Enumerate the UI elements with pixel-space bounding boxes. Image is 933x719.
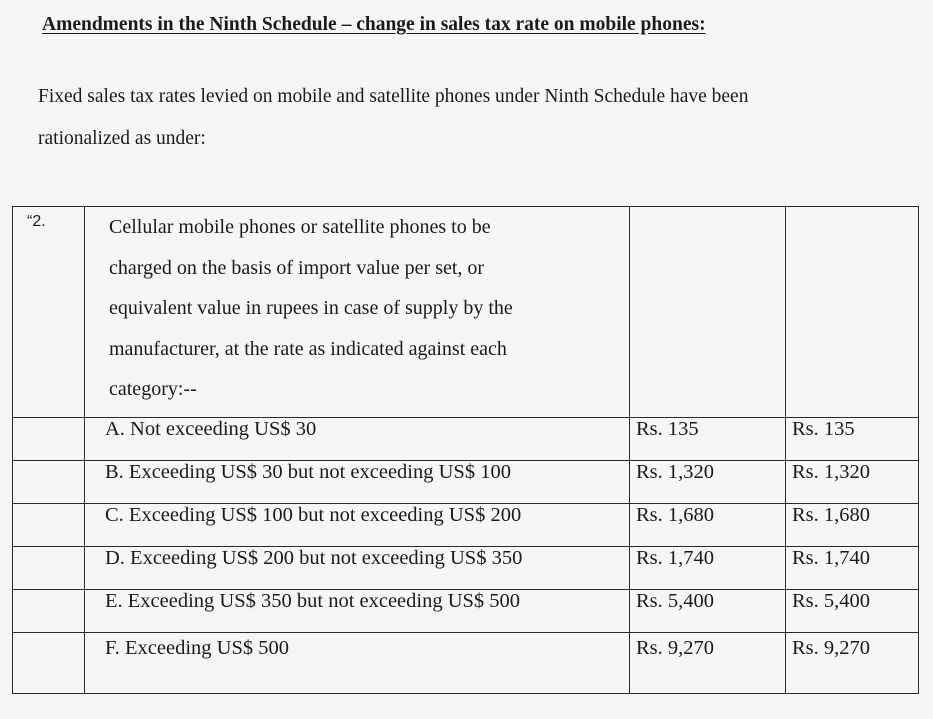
- rate-cell-1: Rs. 1,740: [630, 547, 786, 590]
- category-cell: E. Exceeding US$ 350 but not exceeding US$ 500: [85, 590, 630, 633]
- intro-line-1: Fixed sales tax rates levied on mobile and satellite phones under Ninth Schedule have been: [38, 86, 749, 107]
- empty-serial-cell: [13, 418, 85, 461]
- serial-number: “2.: [13, 207, 85, 418]
- empty-serial-cell: [13, 633, 85, 694]
- intro-line-2: rationalized as under:: [38, 128, 206, 149]
- category-cell: B. Exceeding US$ 30 but not exceeding US$ 100: [85, 461, 630, 504]
- rate-cell-1: Rs. 9,270: [630, 633, 786, 694]
- rate-cell-2: Rs. 9,270: [786, 633, 919, 694]
- empty-serial-cell: [13, 590, 85, 633]
- description-line: category:--: [109, 378, 197, 400]
- rate-cell-1: Rs. 1,320: [630, 461, 786, 504]
- table-row: [13, 547, 919, 590]
- rate-cell-2: Rs. 5,400: [786, 590, 919, 633]
- description-line: equivalent value in rupees in case of supply by the: [109, 297, 513, 319]
- category-cell: A. Not exceeding US$ 30: [85, 418, 630, 461]
- empty-serial-cell: [13, 504, 85, 547]
- intro-paragraph: [38, 76, 918, 160]
- table-row: [13, 633, 919, 694]
- description-line: manufacturer, at the rate as indicated against each: [109, 337, 507, 360]
- empty-serial-cell: [13, 547, 85, 590]
- description-line: charged on the basis of import value per set, or: [109, 256, 485, 279]
- empty-serial-cell: [13, 461, 85, 504]
- category-cell: D. Exceeding US$ 200 but not exceeding US$ 350: [85, 547, 630, 590]
- rate-header-cell-1: [630, 207, 786, 418]
- rate-cell-1: Rs. 5,400: [630, 590, 786, 633]
- table-row: [13, 504, 919, 547]
- table-row: [13, 590, 919, 633]
- item-description: [85, 207, 630, 418]
- rate-cell-2: Rs. 1,680: [786, 504, 919, 547]
- rate-cell-1: Rs. 1,680: [630, 504, 786, 547]
- rate-cell-2: Rs. 1,740: [786, 547, 919, 590]
- rate-cell-1: Rs. 135: [630, 418, 786, 461]
- category-cell: C. Exceeding US$ 100 but not exceeding US$ 200: [85, 504, 630, 547]
- rate-cell-2: Rs. 1,320: [786, 461, 919, 504]
- rate-header-cell-2: [786, 207, 919, 418]
- table-row: [13, 207, 919, 418]
- category-cell: F. Exceeding US$ 500: [85, 633, 630, 694]
- description-line: Cellular mobile phones or satellite phones to be: [109, 216, 491, 238]
- table-row: [13, 418, 919, 461]
- table-row: [13, 461, 919, 504]
- ninth-schedule-table: [12, 206, 919, 694]
- rate-cell-2: Rs. 135: [786, 418, 919, 461]
- page-title: Amendments in the Ninth Schedule – change in sales tax rate on mobile phones:: [42, 14, 706, 35]
